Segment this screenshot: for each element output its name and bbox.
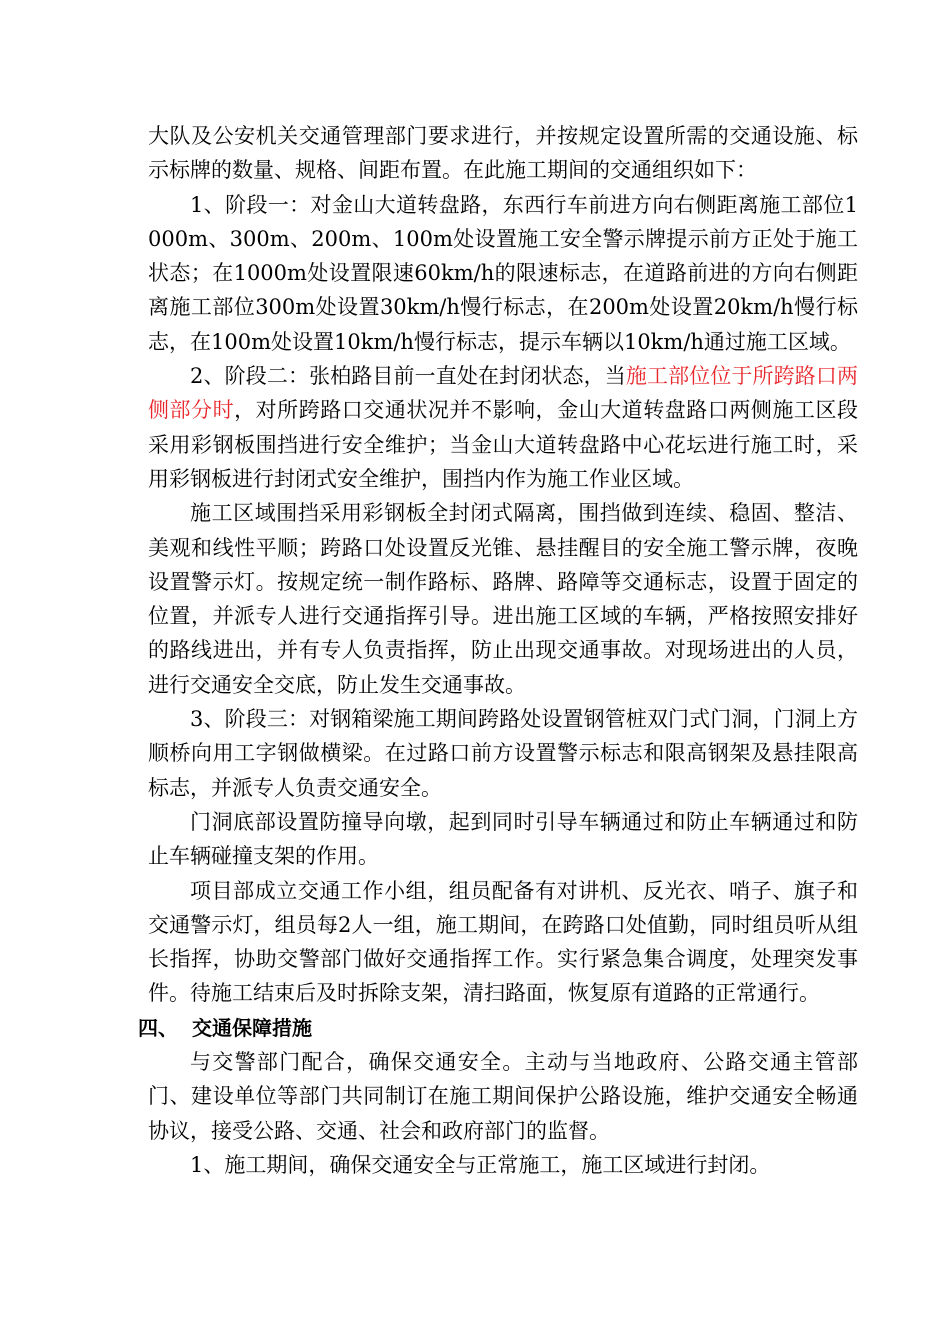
paragraph-stage-one: 1、阶段一：对金山大道转盘路，东西行车前进方向右侧距离施工部位1000m、300m、200m、100m处设置施工安全警示牌提示前方正处于施工状态；在1000m处设置限速60km/h的限速标志，在道路前进的方向右侧距离施工部位300m处设置30km/h慢行标志，在200m处设置20km/h慢行标志，在100m处设置10km/h慢行标志，提示车辆以10km/h通过施工区域。: [148, 192, 858, 354]
paragraph-cooperation: 与交警部门配合，确保交通安全。主动与当地政府、公路交通主管部门、建设单位等部门共同制订在施工期间保护公路设施，维护交通安全畅通协议，接受公路、交通、社会和政府部门的监督。: [148, 1050, 858, 1143]
stage-two-text-end: ，对所跨路口交通状况并不影响，金山大道转盘路口两侧施工区段采用彩钢板围挡进行安全维护；当金山大道转盘路中心花坛进行施工时，采用彩钢板进行封闭式安全维护，围挡内作为施工作业区域。: [148, 398, 858, 491]
section-title: 交通保障措施: [192, 1015, 312, 1040]
paragraph-traffic-team: 项目部成立交通工作小组，组员配备有对讲机、反光衣、哨子、旗子和交通警示灯，组员每2人一组，施工期间，在跨路口处值勤，同时组员听从组长指挥，协助交警部门做好交通指挥工作。实行紧急集合调度，处理突发事件。待施工结束后及时拆除支架，清扫路面，恢复原有道路的正常通行。: [148, 878, 858, 1006]
paragraph-stage-two: [148, 359, 858, 496]
paragraph-intro: 大队及公安机关交通管理部门要求进行，并按规定设置所需的交通设施、标示标牌的数量、规格、间距布置。在此施工期间的交通组织如下：: [148, 124, 858, 183]
paragraph-enclosure: 施工区域围挡采用彩钢板全封闭式隔离，围挡做到连续、稳固、整洁、美观和线性平顺；跨路口处设置反光锥、悬挂醒目的安全施工警示牌，夜晚设置警示灯。按规定统一制作路标、路牌、路障等交通标志，设置于固定的位置，并派专人进行交通指挥引导。进出施工区域的车辆，严格按照安排好的路线进出，并有专人负责指挥，防止出现交通事故。对现场进出的人员，进行交通安全交底，防止发生交通事故。: [148, 501, 858, 697]
stage-two-highlight: 施工部位位于所跨路口两侧部分时: [148, 364, 859, 423]
section-heading: [138, 1011, 858, 1045]
paragraph-guide-pier: 门洞底部设置防撞导向墩，起到同时引导车辆通过和防止车辆通过和防止车辆碰撞支架的作用。: [148, 809, 858, 869]
stage-two-text-start: 2、阶段二：张柏路目前一直处在封闭状态，当: [190, 364, 626, 389]
document-page: [138, 119, 859, 1182]
paragraph-measure-one: 1、施工期间，确保交通安全与正常施工，施工区域进行封闭。: [190, 1152, 771, 1177]
paragraph-stage-three: 3、阶段三：对钢箱梁施工期间跨路处设置钢管桩双门式门洞，门洞上方顺桥向用工字钢做横梁。在过路口前方设置警示标志和限高钢架及悬挂限高标志，并派专人负责交通安全。: [148, 707, 858, 800]
section-number: 四、: [138, 1015, 178, 1040]
